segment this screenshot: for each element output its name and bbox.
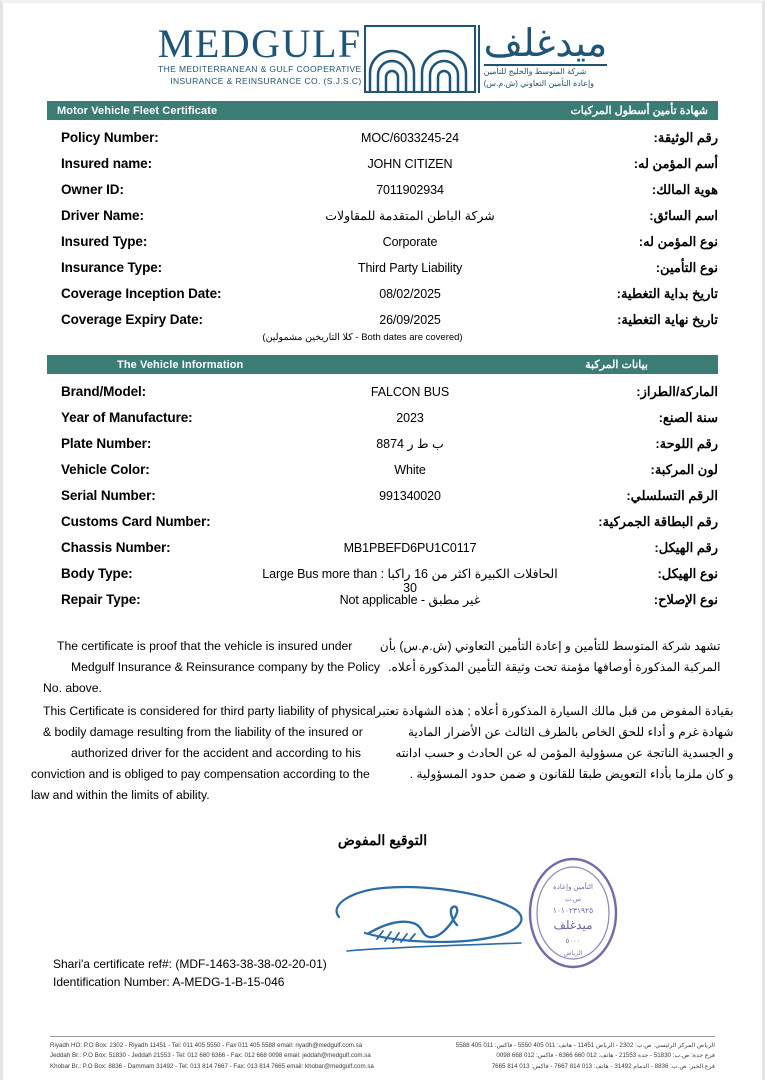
detail-label-en: Policy Number:	[61, 130, 159, 145]
detail-row	[47, 592, 718, 618]
vehicle-section-header	[47, 355, 718, 374]
footer-row	[50, 1062, 715, 1073]
logo-english-block	[157, 21, 362, 93]
detail-label-ar: رقم الوثيقة:	[653, 130, 718, 145]
detail-label-ar: سنة الصنع:	[658, 410, 718, 425]
logo-arches-icon	[364, 25, 476, 93]
svg-text:الرياض: الرياض	[563, 950, 583, 957]
legal-line: تشهد شركة المتوسط للتأمين و إعادة التأمين التعاوني (ش.م.س) بأن	[379, 639, 721, 653]
legal-paragraph-2-en	[31, 701, 376, 806]
svg-text:٥٠٠٠: ٥٠٠٠	[565, 938, 581, 945]
legal-line: law and within the limits of ability.	[31, 788, 210, 802]
detail-value: ب ط ر 8874	[376, 437, 444, 451]
detail-label-ar: لون المركبة:	[650, 462, 718, 477]
company-logo	[47, 3, 718, 95]
sharia-certificate-ref: Shari'a certificate ref#: (MDF-1463-38-38-02-20-01)	[53, 957, 327, 971]
identification-number: Identification Number: A-MEDG-1-B-15-046	[53, 975, 285, 989]
footer-branch-en: Jeddah Br.: P.O Box: 51830 - Jeddah 21553 - Tel: 012 660 6366 - Fax: 012 668 0098 email: jeddah@medgulf.com.sa	[50, 1052, 371, 1059]
detail-row	[47, 462, 718, 488]
detail-label-en: Vehicle Color:	[61, 462, 150, 477]
detail-row	[47, 566, 718, 595]
legal-line: No. above.	[43, 681, 102, 695]
logo-arabic-wordmark: ميدغلف	[483, 23, 608, 65]
detail-row	[47, 540, 718, 566]
detail-label-ar: هوية المالك:	[651, 182, 718, 197]
policy-section-title-ar: شهادة تأمين أسطول المركبات	[570, 105, 708, 117]
legal-line: Medgulf Insurance & Reinsurance company by the Policy	[71, 660, 380, 674]
legal-line: و الجسدية الناتجة عن مسؤولية المؤمن له عن الحادث و حسب ادانته	[395, 746, 734, 760]
detail-value: MOC/6033245-24	[361, 131, 459, 145]
legal-text	[31, 618, 734, 806]
footer-branch-en: Riyadh HO: P.O Box: 2302 - Riyadh 11451 - Tel: 011 405 5550 - Fax 011 405 5588 email: riyadh@medgulf.com.sa	[50, 1041, 363, 1049]
detail-label-ar: اسم السائق:	[649, 208, 718, 223]
detail-label-ar: الرقم التسلسلي:	[626, 488, 718, 503]
legal-paragraph-1-en	[43, 636, 380, 699]
legal-line: authorized driver for the accident and according to his	[71, 746, 361, 760]
detail-label-ar: رقم الهيكل:	[654, 540, 718, 555]
detail-label-en: Coverage Expiry Date:	[61, 312, 203, 327]
detail-value: White	[394, 463, 426, 477]
detail-row	[47, 286, 718, 312]
policy-details-list	[47, 120, 718, 338]
legal-line: & bodily damage resulting from the liability of the insured or	[43, 725, 363, 739]
detail-label-en: Insured Type:	[61, 234, 148, 249]
detail-label-en: Customs Card Number:	[61, 514, 211, 529]
vehicle-details-list	[47, 374, 718, 618]
detail-label-en: Driver Name:	[61, 208, 144, 223]
logo-arabic-tagline-line2: وإعادة التأمين التعاوني (ش.م.س)	[483, 79, 595, 88]
detail-label-ar: أسم المؤمن له:	[633, 156, 718, 171]
footer-row	[50, 1051, 715, 1062]
detail-label-ar: تاريخ نهاية التغطية:	[617, 312, 718, 327]
footer-branch-ar: الرياض المركز الرئيسي: ص.ب: 2302 - الرياض 11451 - هاتف: 011 405 5550 - فاكس: 011 405 5588	[455, 1041, 715, 1049]
footer-row	[50, 1041, 715, 1052]
legal-paragraph-2	[31, 701, 734, 806]
legal-line: This Certificate is considered for third party liability of physical	[43, 704, 376, 718]
legal-paragraph-1-ar	[380, 636, 723, 699]
vehicle-section-title-en: The Vehicle Information	[117, 358, 244, 371]
detail-value: غير مطبق - Not applicable	[339, 593, 481, 607]
detail-label-ar: نوع الهيكل:	[657, 566, 718, 581]
detail-label-ar: نوع الإصلاح:	[653, 592, 718, 607]
handwritten-signature	[325, 877, 545, 963]
legal-line: بقيادة المفوض من قبل مالك السيارة المذكورة أعلاه ; هذه الشهادة تعتبر	[375, 704, 734, 718]
logo-tagline-line2: INSURANCE & REINSURANCE CO. (S.J.S.C)	[170, 76, 362, 87]
detail-label-ar: رقم اللوحة:	[655, 436, 718, 451]
logo-arabic-block	[478, 25, 608, 93]
detail-row	[47, 130, 718, 156]
footer-contact-block	[50, 1036, 715, 1073]
svg-text:التأمين وإعادة: التأمين وإعادة	[553, 884, 593, 891]
detail-value: 26/09/2025	[379, 313, 441, 327]
legal-paragraph-1	[43, 636, 721, 699]
signature-area	[47, 849, 718, 999]
svg-text:١٠١٠٢٣١٩٢٥: ١٠١٠٢٣١٩٢٥	[552, 906, 594, 915]
detail-value: FALCON BUS	[370, 385, 450, 399]
coverage-dates-note: (كلا التاريخين مشمولين - Both dates are covered)	[262, 332, 463, 343]
logo-arabic-tagline-line1: شركة المتوسط والخليج للتأمين	[483, 67, 587, 76]
detail-row	[47, 436, 718, 462]
detail-row	[47, 182, 718, 208]
policy-section-title-en: Motor Vehicle Fleet Certificate	[57, 104, 218, 117]
detail-label-en: Coverage Inception Date:	[61, 286, 222, 301]
detail-value: Third Party Liability	[357, 261, 463, 275]
detail-row	[47, 208, 718, 234]
legal-line: conviction and is obliged to pay compensation according to the	[31, 767, 370, 781]
detail-value: 2023	[396, 411, 424, 425]
detail-value: MB1PBEFD6PU1C0117	[343, 541, 477, 555]
detail-row	[47, 410, 718, 436]
detail-row	[47, 156, 718, 182]
legal-line: و كان ملزما بأداء التعويض طبقا للقانون و ضمن حدود المسؤولية .	[409, 767, 734, 781]
policy-section-header	[47, 101, 718, 120]
detail-row	[47, 234, 718, 260]
detail-label-en: Insurance Type:	[61, 260, 163, 275]
legal-line: المركبة المذكورة أوصافها مؤمنة تحت وثيقة التأمين المذكورة أعلاه.	[388, 660, 721, 674]
detail-label-en: Owner ID:	[61, 182, 124, 197]
detail-value: الحافلات الكبيرة اكثر من 16 راكبا : Large Bus more than 30	[262, 567, 558, 595]
detail-value: 08/02/2025	[379, 287, 441, 301]
detail-value: 991340020	[379, 489, 441, 503]
detail-label-en: Plate Number:	[61, 436, 152, 451]
authorized-signature-title: التوقيع المفوض	[337, 832, 428, 848]
detail-label-en: Repair Type:	[61, 592, 141, 607]
legal-line: The certificate is proof that the vehicle is insured under	[57, 639, 353, 653]
detail-value: 7011902934	[376, 183, 444, 197]
logo-wordmark: MEDGULF	[157, 21, 362, 66]
detail-label-ar: الماركة/الطراز:	[636, 384, 718, 399]
detail-row	[47, 488, 718, 514]
detail-label-en: Year of Manufacture:	[61, 410, 193, 425]
vehicle-section-title-ar: بيانات المركبة	[585, 359, 648, 371]
svg-text:س.ت: س.ت	[565, 896, 581, 903]
logo-tagline-line1: THE MEDITERRANEAN & GULF COOPERATIVE	[158, 64, 362, 74]
company-stamp-icon	[525, 855, 621, 971]
detail-value: Corporate	[382, 235, 438, 249]
detail-label-en: Brand/Model:	[61, 384, 147, 399]
detail-row	[47, 514, 718, 540]
detail-label-ar: تاريخ بداية التغطية:	[616, 286, 718, 301]
detail-label-ar: رقم البطاقة الجمركية:	[598, 514, 718, 529]
svg-text:ميدغلف: ميدغلف	[553, 918, 593, 932]
footer-branch-en: Khobar Br.: P.O Box: 8836 - Dammam 31492 - Tel: 013 814 7667 - Fax: 013 814 7665 email: khobar@medgulf.com.sa	[50, 1062, 374, 1070]
detail-row	[47, 260, 718, 286]
detail-value: JOHN CITIZEN	[367, 157, 453, 171]
footer-branch-ar: فرع جدة: ص.ب: 51830 - جدة 21553 - هاتف: 012 660 6366 - فاكس: 012 668 0098	[496, 1052, 715, 1059]
footer-branch-ar: فرع الخبر: ص.ب: 8836 - الدمام 31492 - هاتف: 013 814 7667 - فاكس: 013 814 7665	[491, 1062, 715, 1070]
detail-row	[47, 384, 718, 410]
legal-line: شهادة غرم و أداء للحق الخاص بالطرف الثالث عن الأضرار المادية	[407, 725, 734, 739]
detail-label-en: Chassis Number:	[61, 540, 171, 555]
detail-label-ar: نوع التأمين:	[655, 260, 718, 275]
legal-paragraph-2-ar	[376, 701, 736, 806]
detail-label-en: Serial Number:	[61, 488, 156, 503]
detail-label-ar: نوع المؤمن له:	[638, 234, 718, 249]
detail-value: شركة الباطن المتقدمة للمقاولات	[325, 209, 495, 223]
detail-label-en: Body Type:	[61, 566, 133, 581]
detail-label-en: Insured name:	[61, 156, 152, 171]
